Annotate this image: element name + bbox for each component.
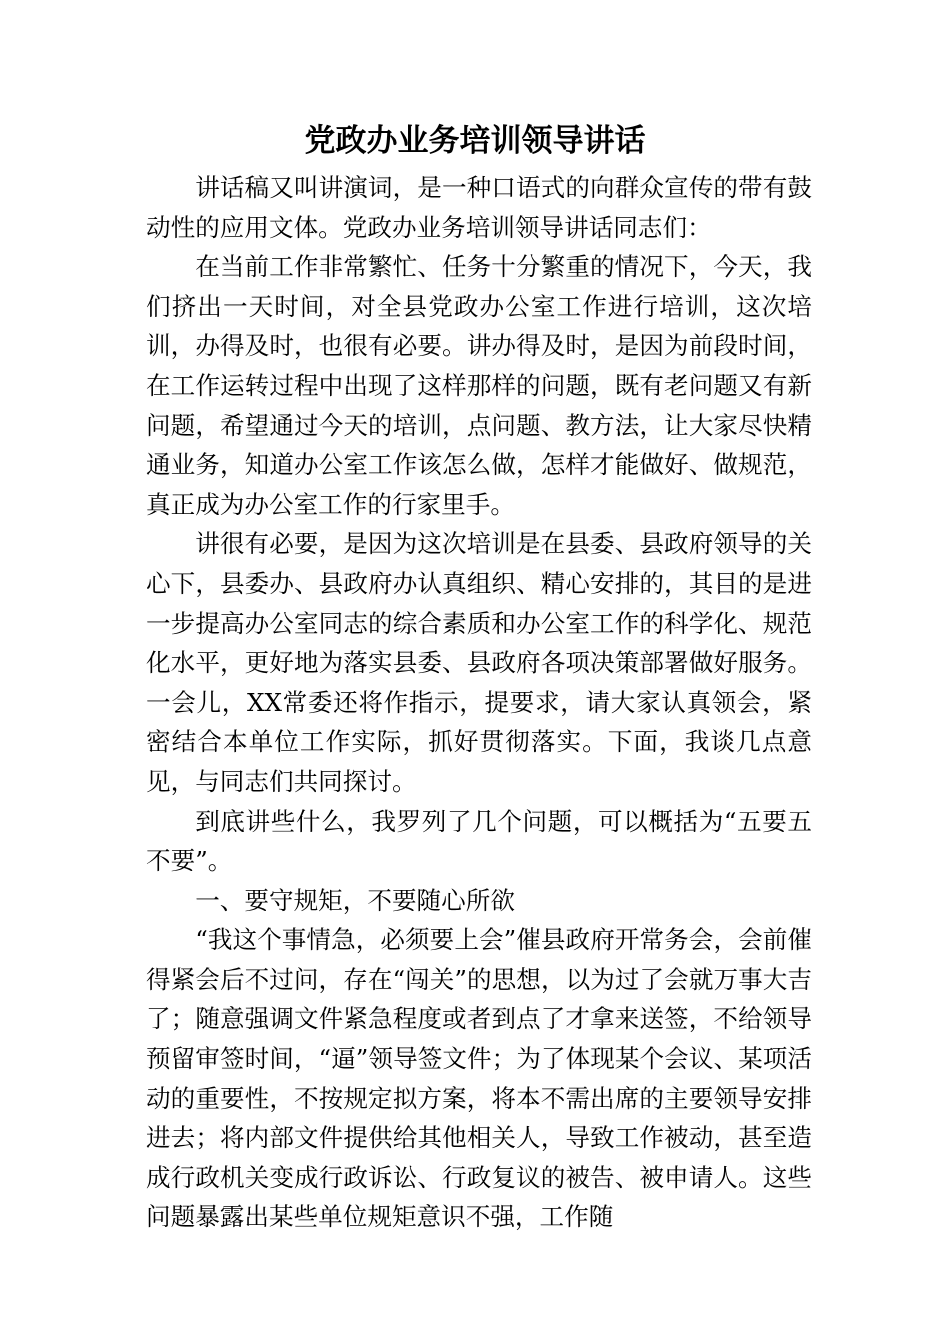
document-body xyxy=(146,168,812,1237)
document-title: 党政办业务培训领导讲话 xyxy=(304,123,646,159)
paragraph-section-1: “我这个事情急，必须要上会”催县政府开常务会，会前催得紧会后不过问，存在“闯关”的思想，以为过了会就万事大吉了；随意强调文件紧急程度或者到点了才拿来送签，不给领导预留审签时间，“逼”领导签文件；为了体现某个会议、某项活动的重要性，不按规定拟方案，将本不需出席的主要领导安排进去；将内部文件提供给其他相关人，导致工作被动，甚至造成行政机关变成行政诉讼、行政复议的被告、被申请人。这些问题暴露出某些单位规矩意识不强，工作随 xyxy=(146,925,812,1232)
paragraph-intro: 讲话稿又叫讲演词，是一种口语式的向群众宣传的带有鼓动性的应用文体。党政办业务培训领导讲话同志们： xyxy=(146,173,812,242)
paragraph-necessity: 讲很有必要，是因为这次培训是在县委、县政府领导的关心下，县委办、县政府办认真组织、精心安排的，其目的是进一步提高办公室同志的综合素质和办公室工作的科学化、规范化水平，更好地为落实县委、县政府各项决策部署做好服务。一会儿，XX常委还将作指示，提要求，请大家认真领会，紧密结合本单位工作实际，抓好贯彻落实。下面，我谈几点意见，与同志们共同探讨。 xyxy=(146,529,812,796)
paragraph-overview: 到底讲些什么，我罗列了几个问题，可以概括为“五要五不要”。 xyxy=(146,806,812,876)
section-heading-1: 一、要守规矩，不要随心所欲 xyxy=(195,885,515,915)
paragraph-context: 在当前工作非常繁忙、任务十分繁重的情况下，今天，我们挤出一天时间，对全县党政办公室工作进行培训，这次培训，办得及时，也很有必要。讲办得及时，是因为前段时间，在工作运转过程中出现了这样那样的问题，既有老问题又有新问题，希望通过今天的培训，点问题、教方法，让大家尽快精通业务，知道办公室工作该怎么做，怎样才能做好、做规范，真正成为办公室工作的行家里手。 xyxy=(146,252,812,519)
